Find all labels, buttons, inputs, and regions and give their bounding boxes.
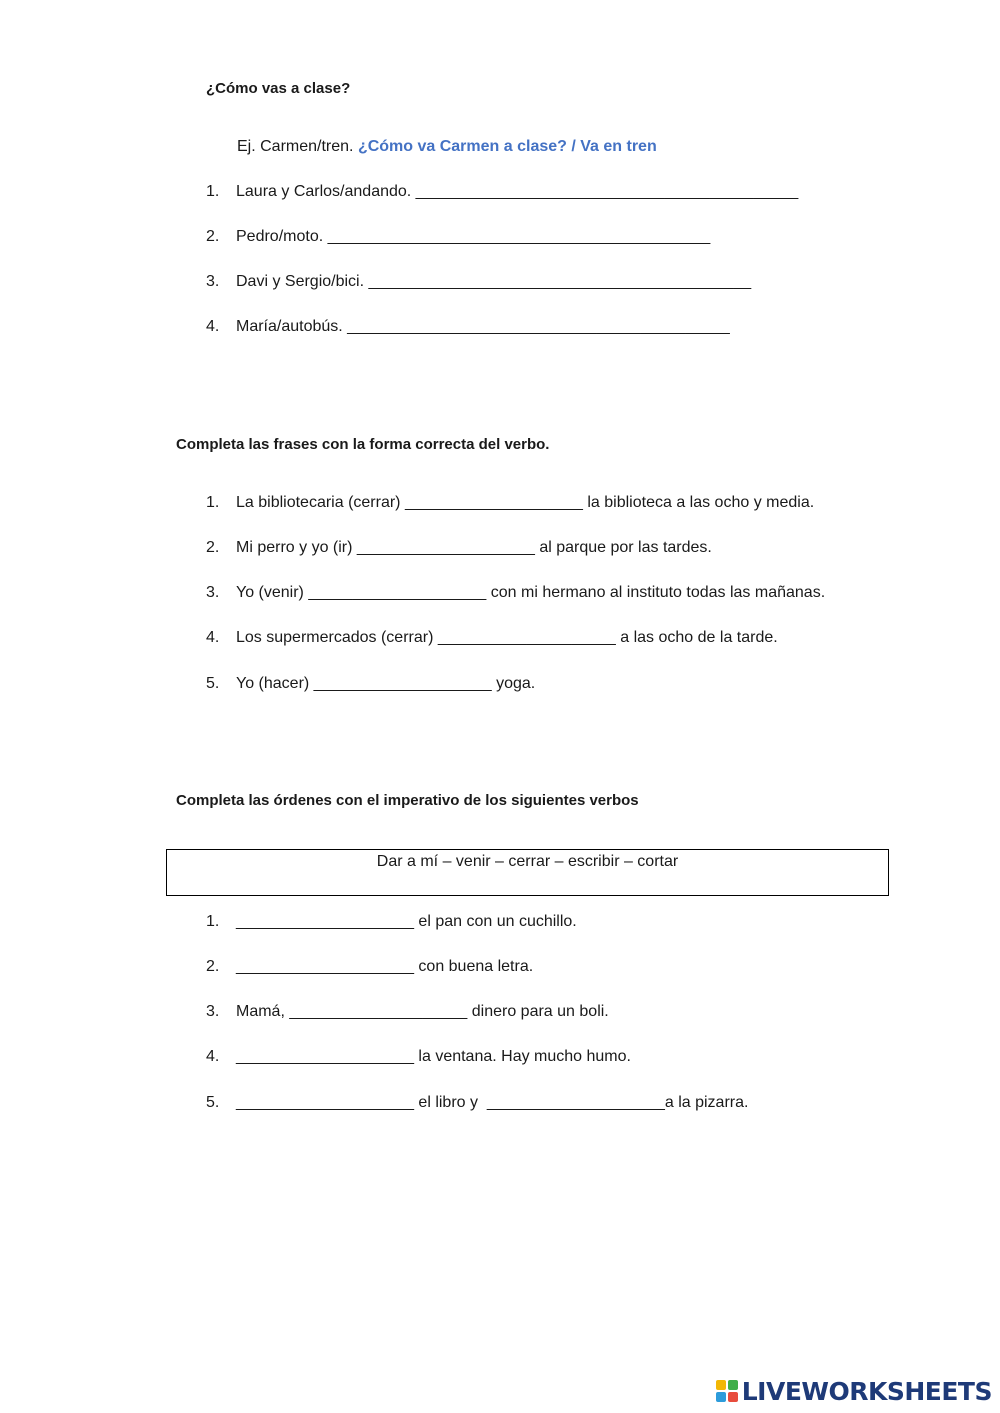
item-number: 2.: [206, 958, 220, 975]
item-number: 1.: [206, 494, 220, 511]
item-text[interactable]: Mi perro y yo (ir) ____________________ al parque por las tardes.: [236, 539, 712, 556]
item-number: 5.: [206, 675, 220, 692]
item-text[interactable]: María/autobús. ___________________________________________: [236, 318, 730, 335]
item-number: 4.: [206, 318, 220, 335]
item-number: 4.: [206, 1048, 220, 1065]
item-text[interactable]: ____________________ la ventana. Hay mucho humo.: [236, 1048, 631, 1065]
section3-item: [206, 913, 577, 931]
item-number: 1.: [206, 183, 220, 200]
liveworksheets-logo-icon: [716, 1380, 738, 1402]
item-number: 2.: [206, 228, 220, 245]
item-text[interactable]: La bibliotecaria (cerrar) ____________________ la biblioteca a las ocho y media.: [236, 494, 815, 511]
section2-heading: Completa las frases con la forma correcta del verbo.: [176, 436, 550, 453]
section1-item: [206, 318, 730, 336]
example-prefix: Ej. Carmen/tren.: [237, 138, 358, 155]
section2-item: [206, 494, 814, 512]
item-number: 3.: [206, 1003, 220, 1020]
item-text[interactable]: Yo (venir) ____________________ con mi hermano al instituto todas las mañanas.: [236, 584, 826, 601]
section3-item: [206, 1048, 631, 1066]
item-number: 1.: [206, 913, 220, 930]
item-number: 3.: [206, 273, 220, 290]
section2-item: [206, 629, 778, 647]
item-text[interactable]: Mamá, ____________________ dinero para un boli.: [236, 1003, 609, 1020]
item-text[interactable]: Los supermercados (cerrar) ____________________ a las ocho de la tarde.: [236, 629, 778, 646]
section1-item: [206, 273, 751, 291]
word-box: [166, 849, 889, 896]
section3-item: [206, 1094, 748, 1112]
section2-item: [206, 539, 712, 557]
section1-heading: ¿Cómo vas a clase?: [206, 80, 351, 97]
example-answer: ¿Cómo va Carmen a clase? / Va en tren: [357, 138, 657, 155]
section1-item: [206, 228, 710, 246]
item-number: 2.: [206, 539, 220, 556]
section3-item: [206, 958, 533, 976]
item-text[interactable]: Yo (hacer) ____________________ yoga.: [236, 675, 536, 692]
item-text[interactable]: Davi y Sergio/bici. ___________________________________________: [236, 273, 752, 290]
section3-heading: Completa las órdenes con el imperativo de los siguientes verbos: [176, 792, 639, 809]
section3-item: [206, 1003, 609, 1021]
item-number: 5.: [206, 1094, 220, 1111]
item-text[interactable]: ____________________ con buena letra.: [236, 958, 534, 975]
liveworksheets-logo[interactable]: [716, 1371, 992, 1411]
example-line: [237, 138, 657, 156]
item-text[interactable]: ____________________ el pan con un cuchillo.: [236, 913, 577, 930]
item-text[interactable]: Laura y Carlos/andando. ___________________________________________: [236, 183, 799, 200]
item-number: 3.: [206, 584, 220, 601]
item-text[interactable]: Pedro/moto. ___________________________________________: [236, 228, 711, 245]
section2-item: [206, 584, 825, 602]
section2-item: [206, 675, 535, 693]
item-text[interactable]: ____________________ el libro y ____________________a la pizarra.: [236, 1094, 749, 1111]
logo-text: LIVEWORKSHEETS: [741, 1376, 992, 1406]
section1-item: [206, 183, 798, 201]
item-number: 4.: [206, 629, 220, 646]
word-box-text: Dar a mí – venir – cerrar – escribir – cortar: [376, 853, 679, 870]
